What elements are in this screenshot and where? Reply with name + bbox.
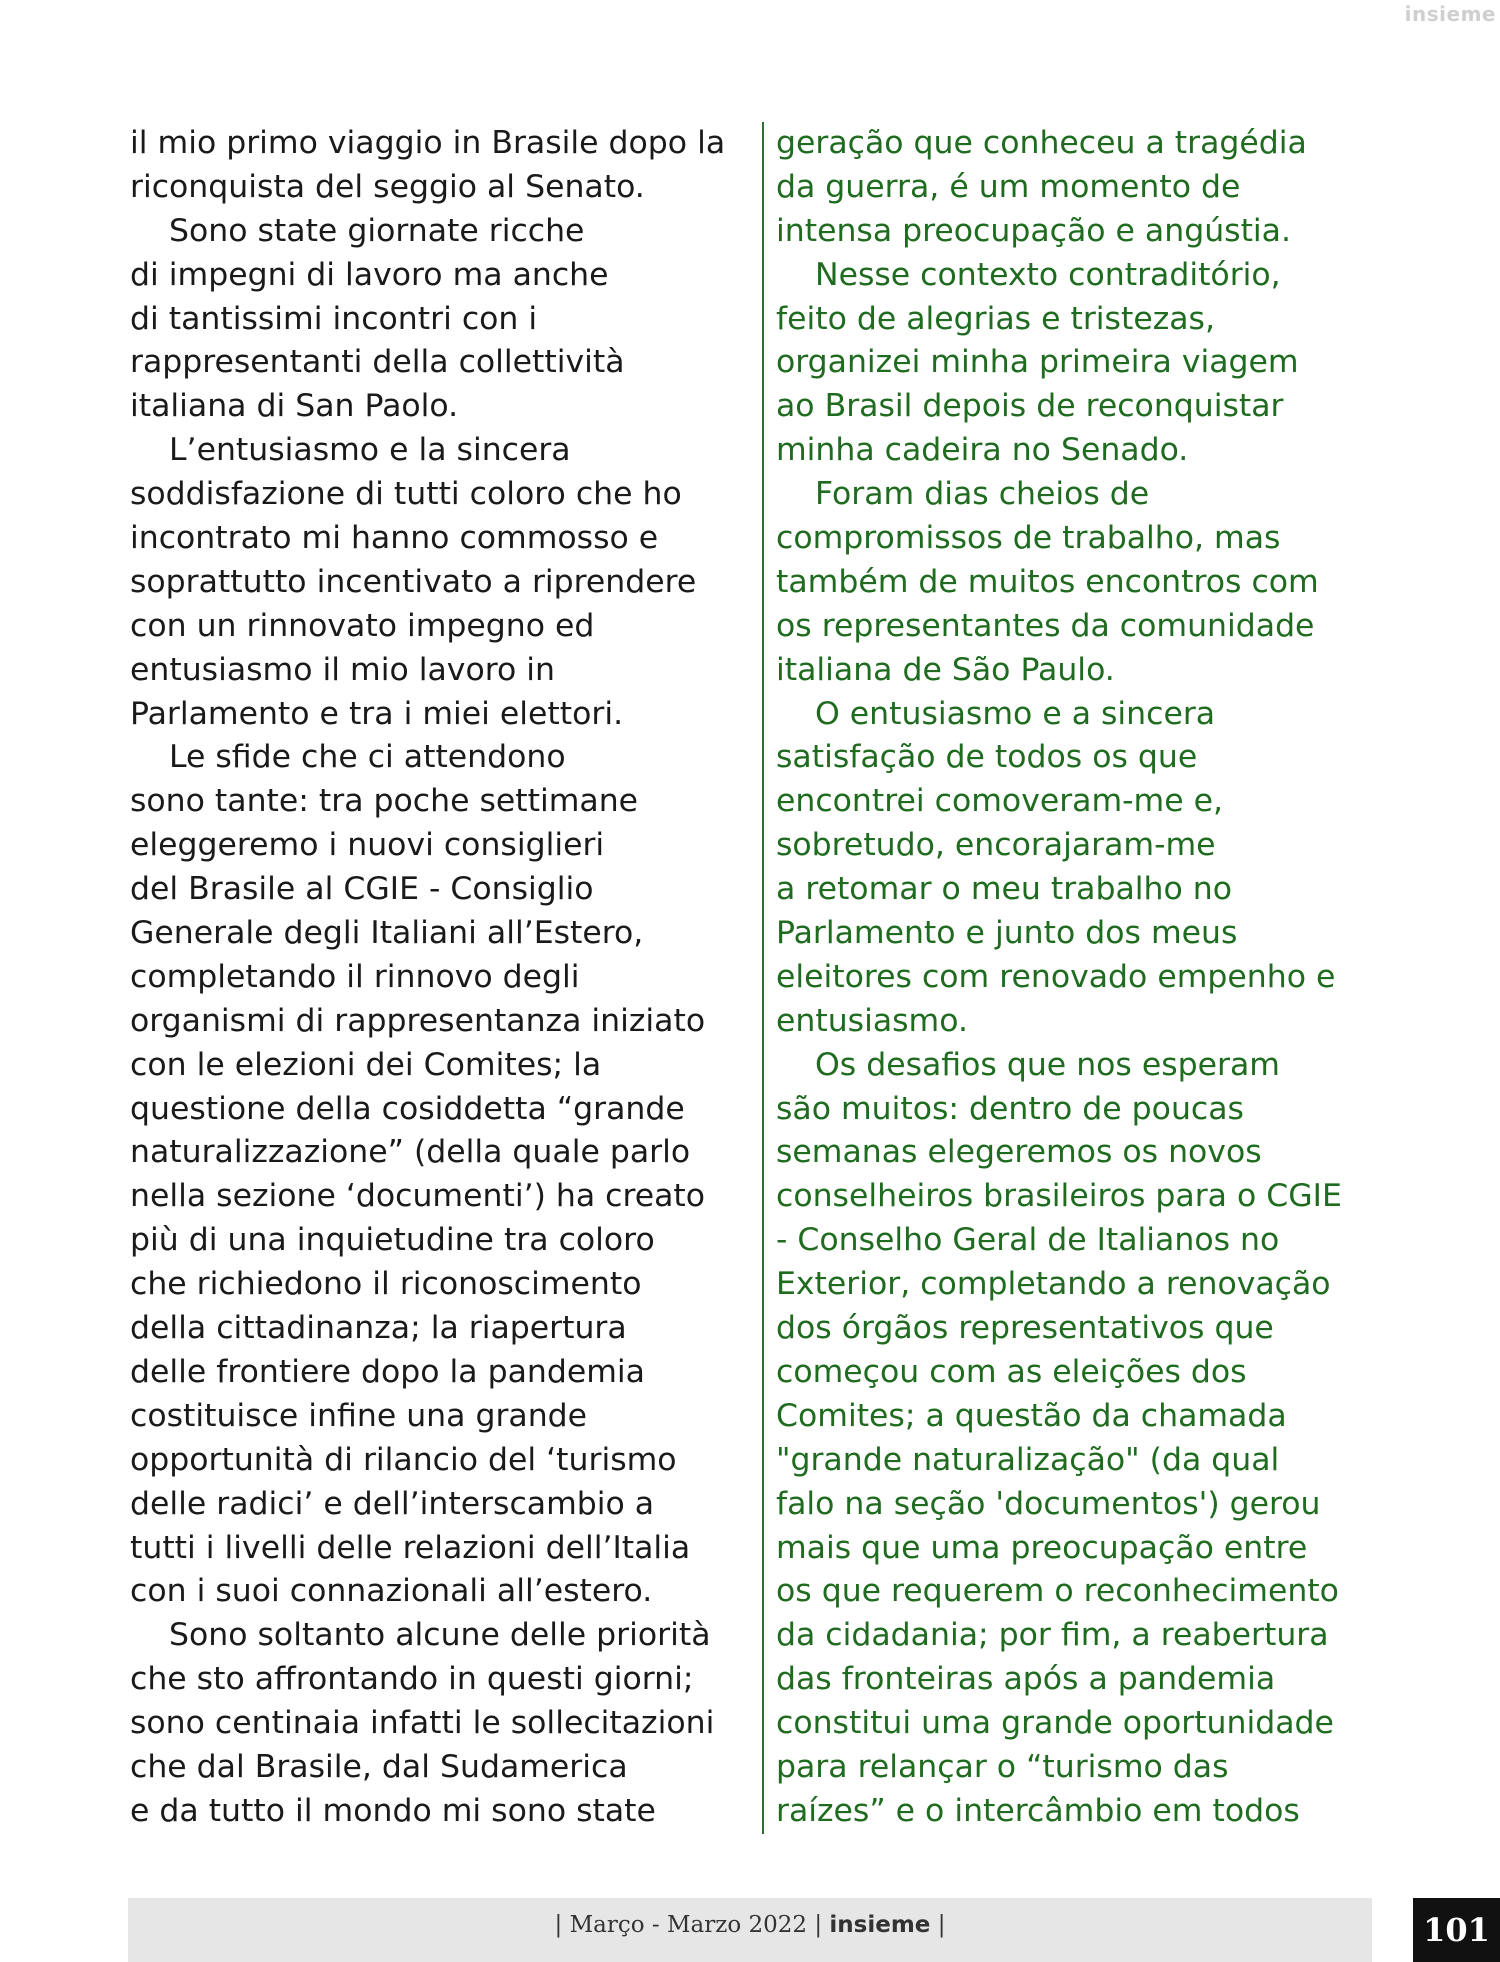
portuguese-column	[776, 122, 1396, 1834]
footer-brand: insieme	[829, 1912, 931, 1938]
text-line: naturalizzazione” (della quale parlo	[130, 1134, 691, 1171]
text-line: il mio primo viaggio in Brasile dopo la	[130, 125, 726, 161]
text-line: organizei minha primeira viagem	[776, 344, 1299, 381]
text-line: con un rinnovato impegno ed	[130, 607, 595, 644]
text-line: sobretudo, encorajaram-me	[776, 827, 1216, 864]
text-line: intensa preocupação e angústia.	[776, 212, 1291, 249]
header-brand: insieme	[1404, 2, 1496, 26]
text-line: e da tutto il mondo mi sono state	[130, 1792, 656, 1829]
text-line: também de muitos encontros com	[776, 563, 1319, 600]
footer-text	[128, 1912, 1372, 1938]
text-line: das fronteiras após a pandemia	[776, 1661, 1276, 1698]
text-line: para relançar o “turismo das	[776, 1748, 1229, 1785]
text-line: italiana di San Paolo.	[130, 388, 459, 425]
text-line: con i suoi connazionali all’estero.	[130, 1573, 653, 1610]
text-line: incontrato mi hanno commosso e	[130, 520, 659, 557]
text-line: costituisce infine una grande	[130, 1397, 588, 1434]
text-line: Parlamento e junto dos meus	[776, 915, 1238, 952]
column-divider	[762, 122, 764, 1834]
text-line: più di una inquietudine tra coloro	[130, 1222, 655, 1259]
page-number: 101	[1413, 1898, 1500, 1962]
text-line: ao Brasil depois de reconquistar	[776, 388, 1284, 425]
text-line: tutti i livelli delle relazioni dell’Italia	[130, 1529, 691, 1566]
text-line: questione della cosiddetta “grande	[130, 1090, 685, 1127]
text-line: Nesse contexto contraditório,	[815, 256, 1281, 293]
text-line: che sto affrontando in questi giorni;	[130, 1661, 694, 1698]
text-line: entusiasmo il mio lavoro in	[130, 651, 555, 688]
text-line: mais que uma preocupação entre	[776, 1529, 1308, 1566]
text-line: che richiedono il riconoscimento	[130, 1266, 642, 1303]
text-line: organismi di rappresentanza iniziato	[130, 1002, 706, 1039]
text-line: conselheiros brasileiros para o CGIE	[776, 1178, 1342, 1215]
text-line: compromissos de trabalho, mas	[776, 520, 1281, 557]
text-line: soddisfazione di tutti coloro che ho	[130, 476, 682, 513]
text-line: os representantes da comunidade	[776, 607, 1315, 644]
text-line: L’entusiasmo e la sincera	[169, 432, 571, 469]
footer-date: | Março - Marzo 2022 |	[554, 1912, 830, 1938]
text-line: soprattutto incentivato a riprendere	[130, 563, 697, 600]
text-line: da guerra, é um momento de	[776, 168, 1241, 205]
text-line: Exterior, completando a renovação	[776, 1266, 1331, 1303]
text-line: di impegni di lavoro ma anche	[130, 256, 609, 293]
text-line: Os desafios que nos esperam	[815, 1046, 1280, 1083]
text-line: a retomar o meu trabalho no	[776, 871, 1232, 908]
text-line: italiana de São Paulo.	[776, 651, 1115, 688]
text-line: che dal Brasile, dal Sudamerica	[130, 1748, 628, 1785]
text-line: eleitores com renovado empenho e	[776, 958, 1336, 995]
text-line: Comites; a questão da chamada	[776, 1397, 1287, 1434]
text-line: rappresentanti della collettività	[130, 344, 625, 381]
text-line: O entusiasmo e a sincera	[815, 695, 1216, 732]
text-line: Sono state giornate ricche	[169, 212, 585, 249]
text-line: con le elezioni dei Comites; la	[130, 1046, 602, 1083]
text-line: Generale degli Italiani all’Estero,	[130, 915, 644, 952]
text-line: "grande naturalização" (da qual	[776, 1441, 1280, 1478]
text-line: começou com as eleições dos	[776, 1353, 1247, 1390]
text-line: delle frontiere dopo la pandemia	[130, 1353, 645, 1390]
text-line: Sono soltanto alcune delle priorità	[169, 1617, 711, 1654]
text-line: raízes” e o intercâmbio em todos	[776, 1792, 1300, 1829]
text-line: eleggeremo i nuovi consiglieri	[130, 827, 605, 864]
text-line: encontrei comoveram-me e,	[776, 783, 1223, 820]
italian-column	[130, 122, 750, 1834]
text-line: são muitos: dentro de poucas	[776, 1090, 1244, 1127]
text-line: satisfação de todos os que	[776, 739, 1198, 776]
text-line: completando il rinnovo degli	[130, 958, 580, 995]
text-line: delle radici’ e dell’interscambio a	[130, 1485, 655, 1522]
text-line: riconquista del seggio al Senato.	[130, 168, 645, 205]
text-line: entusiasmo.	[776, 1002, 968, 1039]
text-line: della cittadinanza; la riapertura	[130, 1310, 627, 1347]
text-line: da cidadania; por fim, a reabertura	[776, 1617, 1329, 1654]
text-line: sono centinaia infatti le sollecitazioni	[130, 1705, 715, 1742]
text-line: Parlamento e tra i miei elettori.	[130, 695, 624, 732]
text-line: dos órgãos representativos que	[776, 1310, 1274, 1347]
text-line: del Brasile al CGIE - Consiglio	[130, 871, 594, 908]
footer-bar	[128, 1898, 1372, 1962]
text-line: feito de alegrias e tristezas,	[776, 300, 1215, 337]
text-line: di tantissimi incontri con i	[130, 300, 538, 337]
text-line: - Conselho Geral de Italianos no	[776, 1222, 1280, 1259]
text-line: constitui uma grande oportunidade	[776, 1705, 1334, 1742]
text-line: nella sezione ‘documenti’) ha creato	[130, 1178, 706, 1215]
text-line: opportunità di rilancio del ‘turismo	[130, 1441, 677, 1478]
text-line: semanas elegeremos os novos	[776, 1134, 1262, 1171]
text-line: sono tante: tra poche settimane	[130, 783, 639, 820]
text-line: Foram dias cheios de	[815, 476, 1150, 513]
text-line: Le sfide che ci attendono	[169, 739, 566, 776]
text-line: minha cadeira no Senado.	[776, 432, 1189, 469]
text-line: falo na seção 'documentos') gerou	[776, 1485, 1321, 1522]
text-line: geração que conheceu a tragédia	[776, 125, 1307, 161]
text-line: os que requerem o reconhecimento	[776, 1573, 1339, 1610]
footer-suffix: |	[930, 1912, 946, 1938]
